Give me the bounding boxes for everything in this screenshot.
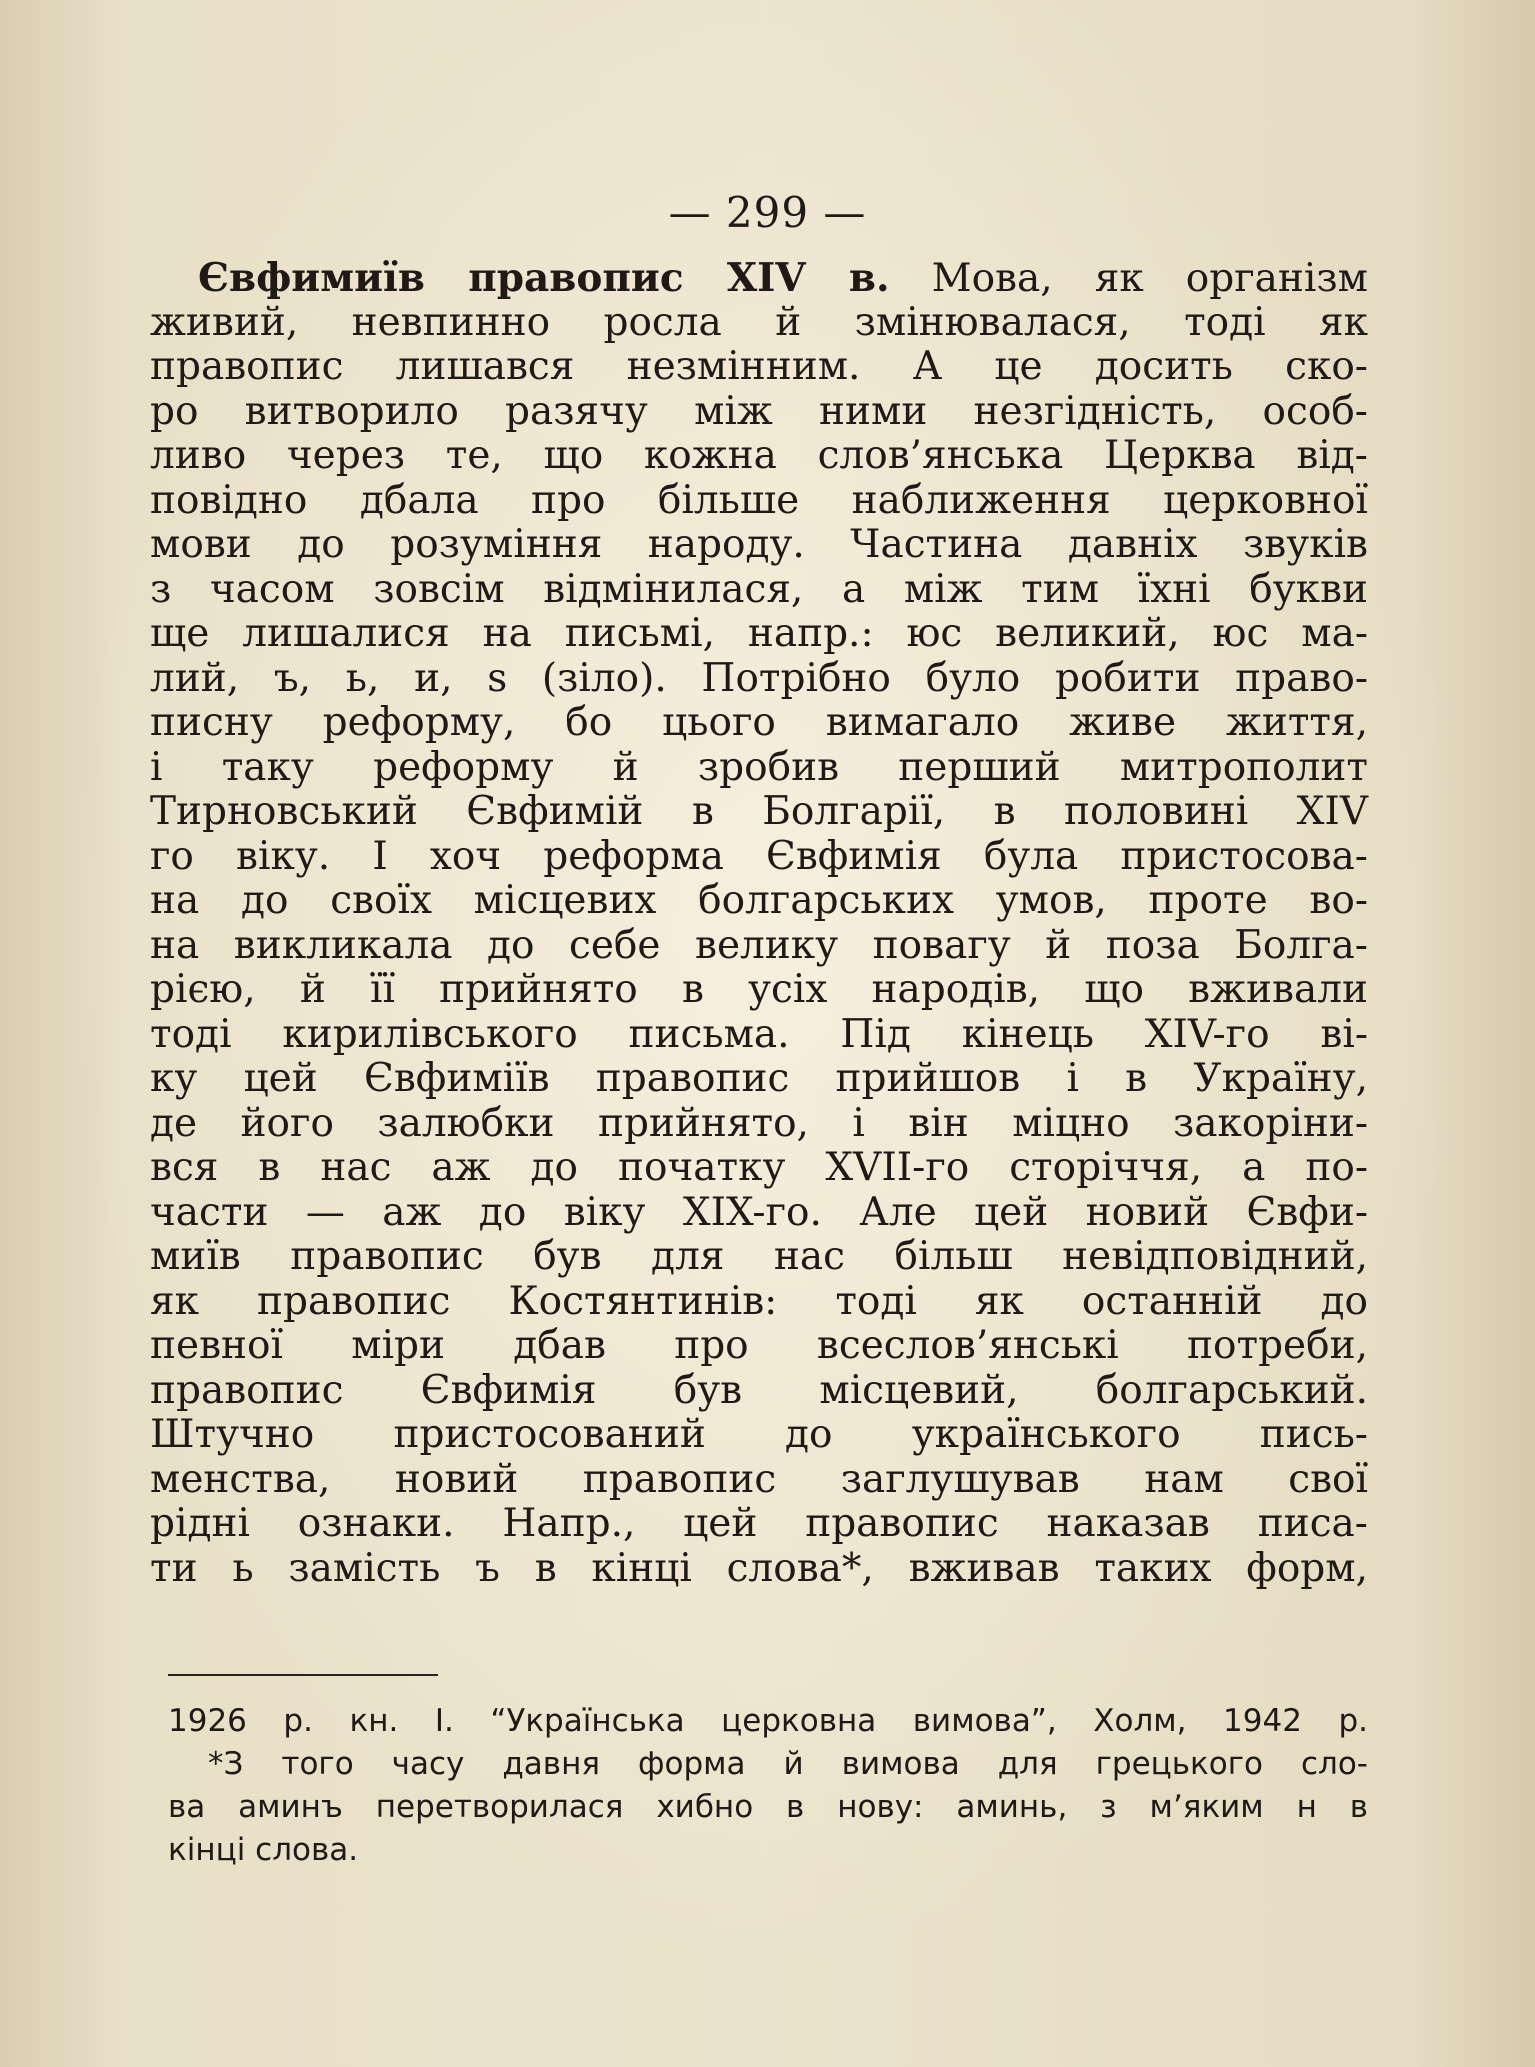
text-line: де його залюбки прийнято, і він міцно закоріни-	[150, 1100, 1368, 1146]
text-line: миїв правопис був для нас більш невідповідний,	[150, 1234, 1368, 1279]
text-line: ливо через те, що кожна слов’янська Церква від-	[150, 433, 1368, 478]
text-line: Тирновський Євфимій в Болгарії, в половині XIV	[150, 789, 1368, 834]
text-line: Штучно пристосований до українського пись-	[150, 1412, 1368, 1457]
text-line: лий, ъ, ь, и, ѕ (зіло). Потрібно було робити право-	[150, 655, 1368, 701]
text-line: живий, невпинно росла й змінювалася, тоді як	[150, 299, 1368, 345]
footnotes	[168, 1700, 1368, 1872]
text-line: вся в нас аж до початку XVII-го сторіччя, а по-	[150, 1145, 1368, 1190]
text-line: го віку. І хоч реформа Євфимія була пристосова-	[150, 833, 1368, 879]
first-line-text: Мова, як організм	[931, 256, 1368, 301]
text-line: писну реформу, бо цього вимагало живе життя,	[150, 700, 1368, 745]
text-line: і таку реформу й зробив перший митрополит	[150, 744, 1368, 790]
text-line: на до своїх місцевих болгарських умов, проте во-	[150, 878, 1368, 923]
text-line: мови до розуміння народу. Частина давніх звуків	[150, 522, 1368, 567]
text-line: правопис лишався незмінним. А це досить ско-	[150, 344, 1368, 389]
text-line: з часом зовсім відмінилася, а між тим їхні букви	[150, 566, 1368, 612]
text-line: части — аж до віку XIX-го. Але цей новий Євфи-	[150, 1189, 1368, 1235]
text-line: повідно дбала про більше наближення церковної	[150, 477, 1368, 523]
section-heading: Євфимиїв правопис XIV в.	[198, 255, 890, 301]
paragraph-first-line	[150, 256, 1368, 301]
page-number: — 299 —	[668, 188, 867, 237]
text-line: менства, новий правопис заглушував нам свої	[150, 1456, 1368, 1502]
text-line: на викликала до себе велику повагу й поза Болга-	[150, 922, 1368, 968]
footnote-line: *З того часу давня форма й вимова для грецького сло-	[208, 1746, 1368, 1782]
text-line: ти ь замість ъ в кінці слова*, вживав таких форм,	[150, 1545, 1368, 1591]
text-line: як правопис Костянтинів: тоді як останній до	[150, 1278, 1368, 1324]
text-line: рією, й її прийнято в усіх народів, що вживали	[150, 967, 1368, 1012]
text-line: певної міри дбав про всеслов’янські потреби,	[150, 1323, 1368, 1368]
footnote-line: кінці слова.	[168, 1832, 359, 1868]
text-line: правопис Євфимія був місцевий, болгарський.	[150, 1367, 1368, 1413]
footnote-line: ва аминъ перетворилася хибно в нову: аминь, з м’яким н в	[168, 1789, 1368, 1825]
footnote-divider	[168, 1674, 438, 1676]
text-line: ще лишалися на письмі, напр.: юс великий, юс ма-	[150, 611, 1368, 656]
text-line: рідні ознаки. Напр., цей правопис наказав писа-	[150, 1501, 1368, 1546]
text-line: ку цей Євфиміїв правопис прийшов і в Україну,	[150, 1056, 1368, 1101]
main-paragraph	[150, 256, 1368, 1591]
text-line: ро витворило разячу між ними незгідність, особ-	[150, 388, 1368, 434]
text-line: тоді кирилівського письма. Під кінець XIV-го ві-	[150, 1011, 1368, 1057]
footnote-continued: 1926 р. кн. І. “Українська церковна вимова”, Холм, 1942 р.	[168, 1703, 1368, 1739]
